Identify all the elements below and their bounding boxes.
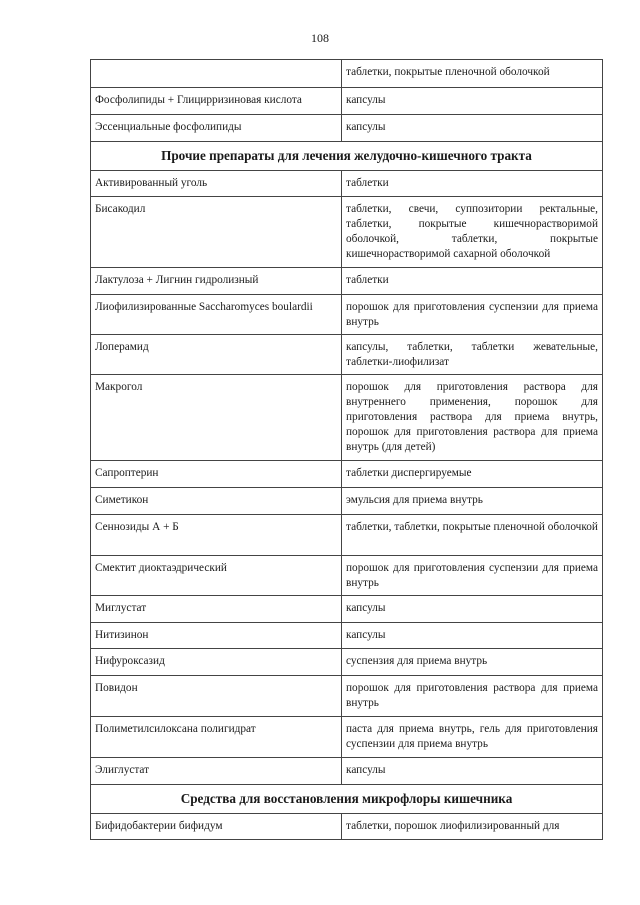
dosage-form-cell: порошок для приготовления суспензии для приема внутрь [342, 556, 603, 596]
drug-name-cell: Элиглустат [91, 758, 342, 785]
table-row [91, 268, 603, 295]
dosage-form-cell: капсулы [342, 758, 603, 785]
section-header-row [91, 785, 603, 814]
dosage-form-cell: капсулы, таблетки, таблетки жевательные, таблетки-лиофилизат [342, 335, 603, 375]
dosage-form-cell: таблетки, таблетки, покрытые пленочной оболочкой [342, 515, 603, 556]
drug-name-cell: Нитизинон [91, 623, 342, 649]
dosage-form-cell: таблетки, свечи, суппозитории ректальные, таблетки, покрытые кишечнорастворимой оболочкой, таблетки, покрытые кишечнорастворимой сахарной оболочкой [342, 197, 603, 268]
table-row [91, 171, 603, 197]
table-row [91, 623, 603, 649]
dosage-form-cell: таблетки [342, 268, 603, 295]
table-row [91, 556, 603, 596]
drug-name-cell: Повидон [91, 676, 342, 717]
table-row [91, 375, 603, 461]
table-row [91, 717, 603, 758]
table-row [91, 649, 603, 676]
drug-name-cell: Эссенциальные фосфолипиды [91, 115, 342, 142]
table-row [91, 758, 603, 785]
section-title: Прочие препараты для лечения желудочно-кишечного тракта [91, 142, 603, 171]
drug-name-cell: Полиметилсилоксана полигидрат [91, 717, 342, 758]
table-row [91, 335, 603, 375]
drug-name-cell: Активированный уголь [91, 171, 342, 197]
table-row [91, 488, 603, 515]
drug-table [90, 59, 603, 840]
dosage-form-cell: суспензия для приема внутрь [342, 649, 603, 676]
table-row [91, 60, 603, 88]
section-title: Средства для восстановления микрофлоры кишечника [91, 785, 603, 814]
dosage-form-cell: паста для приема внутрь, гель для приготовления суспензии для приема внутрь [342, 717, 603, 758]
table-row [91, 515, 603, 556]
dosage-form-cell: таблетки, порошок лиофилизированный для [342, 814, 603, 840]
drug-name-cell: Лиофилизированные Saccharomyces boulardii [91, 295, 342, 335]
drug-name-cell: Бисакодил [91, 197, 342, 268]
drug-name-cell: Сеннозиды А + Б [91, 515, 342, 556]
drug-name-cell: Нифуроксазид [91, 649, 342, 676]
table-row [91, 88, 603, 115]
dosage-form-cell: эмульсия для приема внутрь [342, 488, 603, 515]
drug-name-cell: Бифидобактерии бифидум [91, 814, 342, 840]
table-row [91, 197, 603, 268]
dosage-form-cell: порошок для приготовления суспензии для приема внутрь [342, 295, 603, 335]
table-row [91, 676, 603, 717]
drug-table-body [91, 60, 603, 840]
table-row [91, 814, 603, 840]
drug-name-cell: Макрогол [91, 375, 342, 461]
drug-name-cell: Смектит диоктаэдрический [91, 556, 342, 596]
drug-name-cell: Миглустат [91, 596, 342, 623]
dosage-form-cell: капсулы [342, 596, 603, 623]
drug-name-cell [91, 60, 342, 88]
drug-name-cell: Фосфолипиды + Глицирризиновая кислота [91, 88, 342, 115]
dosage-form-cell: таблетки, покрытые пленочной оболочкой [342, 60, 603, 88]
dosage-form-cell: капсулы [342, 115, 603, 142]
drug-name-cell: Сапроптерин [91, 461, 342, 488]
table-row [91, 461, 603, 488]
drug-name-cell: Лоперамид [91, 335, 342, 375]
page-number: 108 [311, 31, 329, 45]
dosage-form-cell: порошок для приготовления раствора для приема внутрь [342, 676, 603, 717]
dosage-form-cell: капсулы [342, 623, 603, 649]
drug-name-cell: Симетикон [91, 488, 342, 515]
dosage-form-cell: таблетки [342, 171, 603, 197]
table-row [91, 115, 603, 142]
table-row [91, 596, 603, 623]
dosage-form-cell: капсулы [342, 88, 603, 115]
table-row [91, 295, 603, 335]
dosage-form-cell: таблетки диспергируемые [342, 461, 603, 488]
dosage-form-cell: порошок для приготовления раствора для внутреннего применения, порошок для приготовления раствора для приема внутрь, порошок для приготовления раствора для приема внутрь (для детей) [342, 375, 603, 461]
section-header-row [91, 142, 603, 171]
drug-name-cell: Лактулоза + Лигнин гидролизный [91, 268, 342, 295]
